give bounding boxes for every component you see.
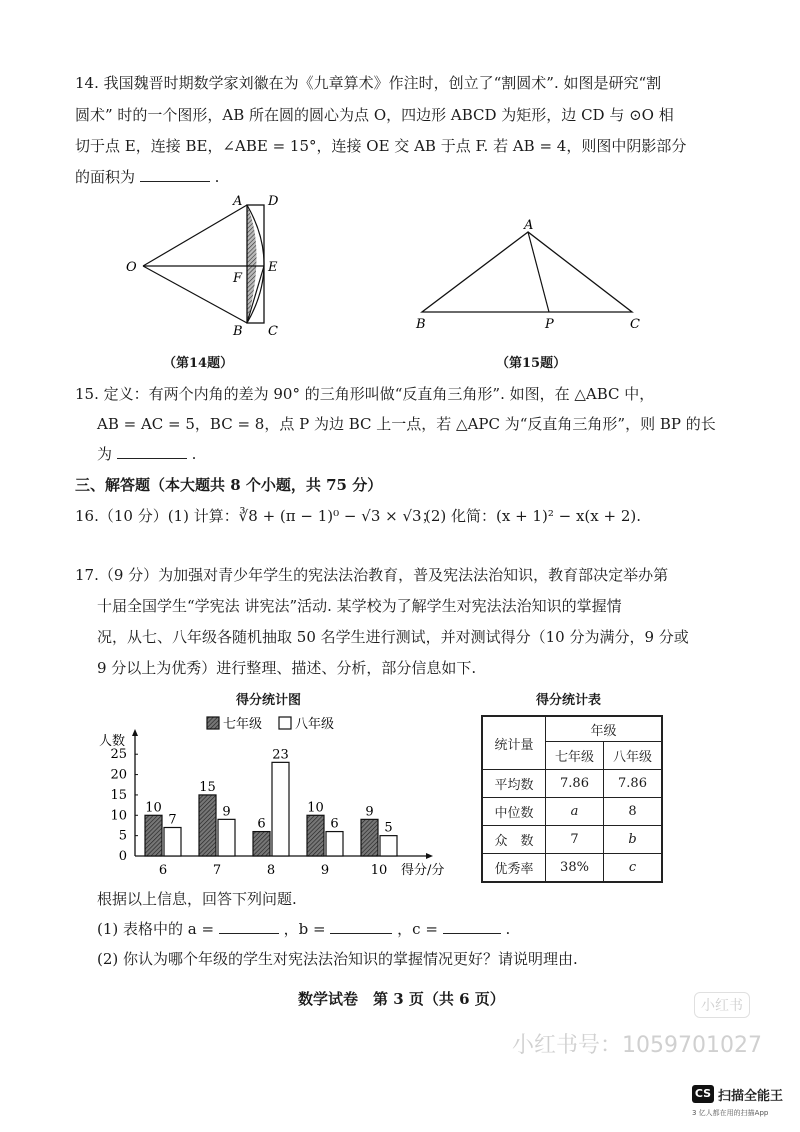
label-d: D	[268, 194, 279, 209]
label-b15: B	[416, 317, 426, 332]
q17-line-2: 十届全国学生“学宪法 讲宪法”活动. 某学校为了解学生对宪法法治知识的掌握情	[97, 597, 622, 615]
legend-swatch	[207, 717, 219, 729]
y-tick-label: 0	[118, 849, 127, 864]
bar-value-label: 15	[199, 779, 216, 795]
bar-value-label: 23	[272, 747, 289, 763]
x-axis-title: 得分/分	[401, 863, 445, 878]
row-value-2: 7.86	[604, 770, 663, 798]
segment-oa	[143, 205, 247, 266]
y-axis-title: 人数	[99, 734, 126, 749]
q17-sub-1	[97, 918, 510, 940]
q14-figure	[120, 190, 290, 340]
table-title: 得分统计表	[536, 693, 602, 708]
bar-value-label: 10	[307, 800, 324, 816]
row-label: 中位数	[482, 798, 546, 826]
bar-value-label: 9	[222, 804, 231, 820]
y-tick-label: 25	[110, 747, 127, 763]
q14-line-3: 切于点 E，连接 BE，∠ABE = 15°，连接 OE 交 AB 于点 F. 若 AB = 4，则图中阴影部分	[75, 137, 687, 155]
section-3-heading: 三、解答题（本大题共 8 个小题，共 75 分）	[75, 476, 383, 494]
chart-title: 得分统计图	[236, 693, 302, 708]
bar-value-label: 6	[330, 816, 339, 832]
legend-swatch	[279, 717, 291, 729]
bar	[218, 819, 235, 856]
segment-ob	[143, 266, 247, 323]
x-tick-label: 8	[266, 863, 276, 878]
q15-figure	[410, 215, 650, 335]
sub1-a-label: (1) 表格中的 a =	[97, 920, 215, 938]
row-label: 优秀率	[482, 854, 546, 883]
x-tick-label: 6	[158, 863, 168, 878]
header-stat: 统计量	[494, 737, 534, 753]
label-f: F	[233, 271, 243, 286]
q15-line-2: AB = AC = 5，BC = 8，点 P 为边 BC 上一点，若 △APC 为“反直角三角形”，则 BP 的长	[97, 415, 716, 433]
q14-line-2: 圆术” 时的一个图形，AB 所在圆的圆心为点 O，四边形 ABCD 为矩形，边 CD 与 ⊙O 相	[75, 106, 674, 124]
y-tick-label: 20	[110, 767, 127, 783]
bar-value-label: 7	[168, 812, 177, 828]
sub1-b-label: ，b =	[283, 920, 326, 938]
q14-caption: （第14题）	[163, 356, 234, 371]
app-name: 扫描全能王	[718, 1089, 784, 1104]
q15-caption: （第15题）	[496, 356, 567, 371]
q17-after: 根据以上信息，回答下列问题.	[97, 890, 297, 908]
x-tick-label: 9	[320, 863, 330, 878]
bar-value-label: 9	[365, 804, 374, 820]
bar-chart	[95, 712, 465, 880]
bar-value-label: 5	[384, 820, 393, 836]
bar	[361, 819, 378, 856]
q14-line-4-end: .	[214, 168, 220, 186]
bar	[326, 832, 343, 856]
chart-legend	[207, 716, 334, 732]
bar	[272, 762, 289, 856]
app-subtitle: 3 亿人都在用的扫描App	[692, 1109, 769, 1117]
bar-value-label: 10	[145, 800, 162, 816]
bar	[164, 828, 181, 857]
q17-line-1: 17.（9 分）为加强对青少年学生的宪法法治教育，普及宪法法治知识，教育部决定举办第	[75, 566, 669, 584]
row-value-1: 7	[546, 826, 604, 854]
q16-part-1: 16.（10 分）(1) 计算：∛8 + (π − 1)⁰ − √3 × √3；	[75, 507, 437, 525]
q15-answer-blank	[117, 444, 187, 459]
q17-line-4: 9 分以上为优秀）进行整理、描述、分析，部分信息如下.	[97, 659, 477, 677]
q15-line-3	[97, 443, 196, 465]
y-tick-label: 15	[110, 787, 127, 803]
label-e: E	[268, 260, 278, 275]
blank-a	[219, 919, 279, 934]
row-label: 众 数	[482, 826, 546, 854]
q17-sub-2: (2) 你认为哪个年级的学生对宪法法治知识的掌握情况更好？请说明理由.	[97, 950, 578, 968]
y-tick-label: 5	[118, 828, 127, 844]
table-row	[482, 826, 662, 854]
label-c: C	[268, 324, 278, 339]
stats-table	[481, 715, 663, 883]
label-c15: C	[630, 317, 640, 332]
bar	[253, 832, 270, 856]
q15-line-1: 15. 定义：有两个内角的差为 90° 的三角形叫做“反直角三角形”. 如图，在 △ABC 中，	[75, 385, 655, 403]
q14-answer-blank	[140, 167, 210, 182]
table-row	[482, 854, 662, 883]
row-value-1: a	[546, 798, 604, 826]
sub1-c-label: ，c =	[397, 920, 438, 938]
cs-app-icon: CS	[692, 1085, 714, 1103]
label-a: A	[233, 194, 243, 209]
q14-line-1: 14. 我国魏晋时期数学家刘徽在为《九章算术》作注时，创立了“割圆术”. 如图是研究“割	[75, 74, 662, 92]
legend-label: 七年级	[223, 717, 263, 732]
header-col-2: 八年级	[604, 742, 663, 770]
q16-part-2: (2) 化简：(x + 1)² − x(x + 2).	[425, 507, 641, 525]
sub1-end: .	[505, 920, 511, 938]
q15-line-3-text: 为	[97, 445, 113, 463]
header-grade: 年级	[546, 716, 663, 742]
header-col-1: 七年级	[546, 742, 604, 770]
q15-line-3-end: .	[191, 445, 197, 463]
y-axis-arrow	[132, 729, 138, 736]
y-tick-label: 10	[110, 808, 127, 824]
x-tick-label: 7	[212, 863, 222, 878]
segment-ap	[528, 232, 549, 312]
watermark-id: 小红书号：1059701027	[512, 1033, 762, 1058]
q14-line-4	[75, 166, 219, 188]
q14-line-4-text: 的面积为	[75, 168, 136, 186]
row-value-2: b	[604, 826, 663, 854]
row-value-2: 8	[604, 798, 663, 826]
bar	[380, 836, 397, 856]
label-b: B	[233, 324, 243, 339]
row-label: 平均数	[482, 770, 546, 798]
q17-line-3: 况，从七、八年级各随机抽取 50 名学生进行测试，并对测试得分（10 分为满分，9 分或	[97, 628, 689, 646]
label-p15: P	[545, 317, 554, 332]
row-value-2: c	[604, 854, 663, 883]
blank-c	[443, 919, 501, 934]
triangle-abc	[422, 232, 632, 312]
chart-bars	[145, 747, 397, 856]
x-tick-label: 10	[370, 863, 388, 878]
page-footer: 数学试卷 第 3 页（共 6 页）	[298, 990, 505, 1008]
legend-label: 八年级	[295, 717, 335, 732]
bar-value-label: 6	[257, 816, 266, 832]
label-a15: A	[524, 218, 534, 233]
label-o: O	[126, 260, 137, 275]
row-value-1: 38%	[546, 854, 604, 883]
table-row	[482, 770, 662, 798]
watermark-badge: 小红书	[694, 992, 750, 1018]
bar	[145, 815, 162, 856]
header-stat-cell	[482, 716, 546, 770]
table-row	[482, 798, 662, 826]
x-axis-arrow	[426, 853, 433, 859]
bar	[199, 795, 216, 856]
bar	[307, 815, 324, 856]
blank-b	[330, 919, 392, 934]
row-value-1: 7.86	[546, 770, 604, 798]
